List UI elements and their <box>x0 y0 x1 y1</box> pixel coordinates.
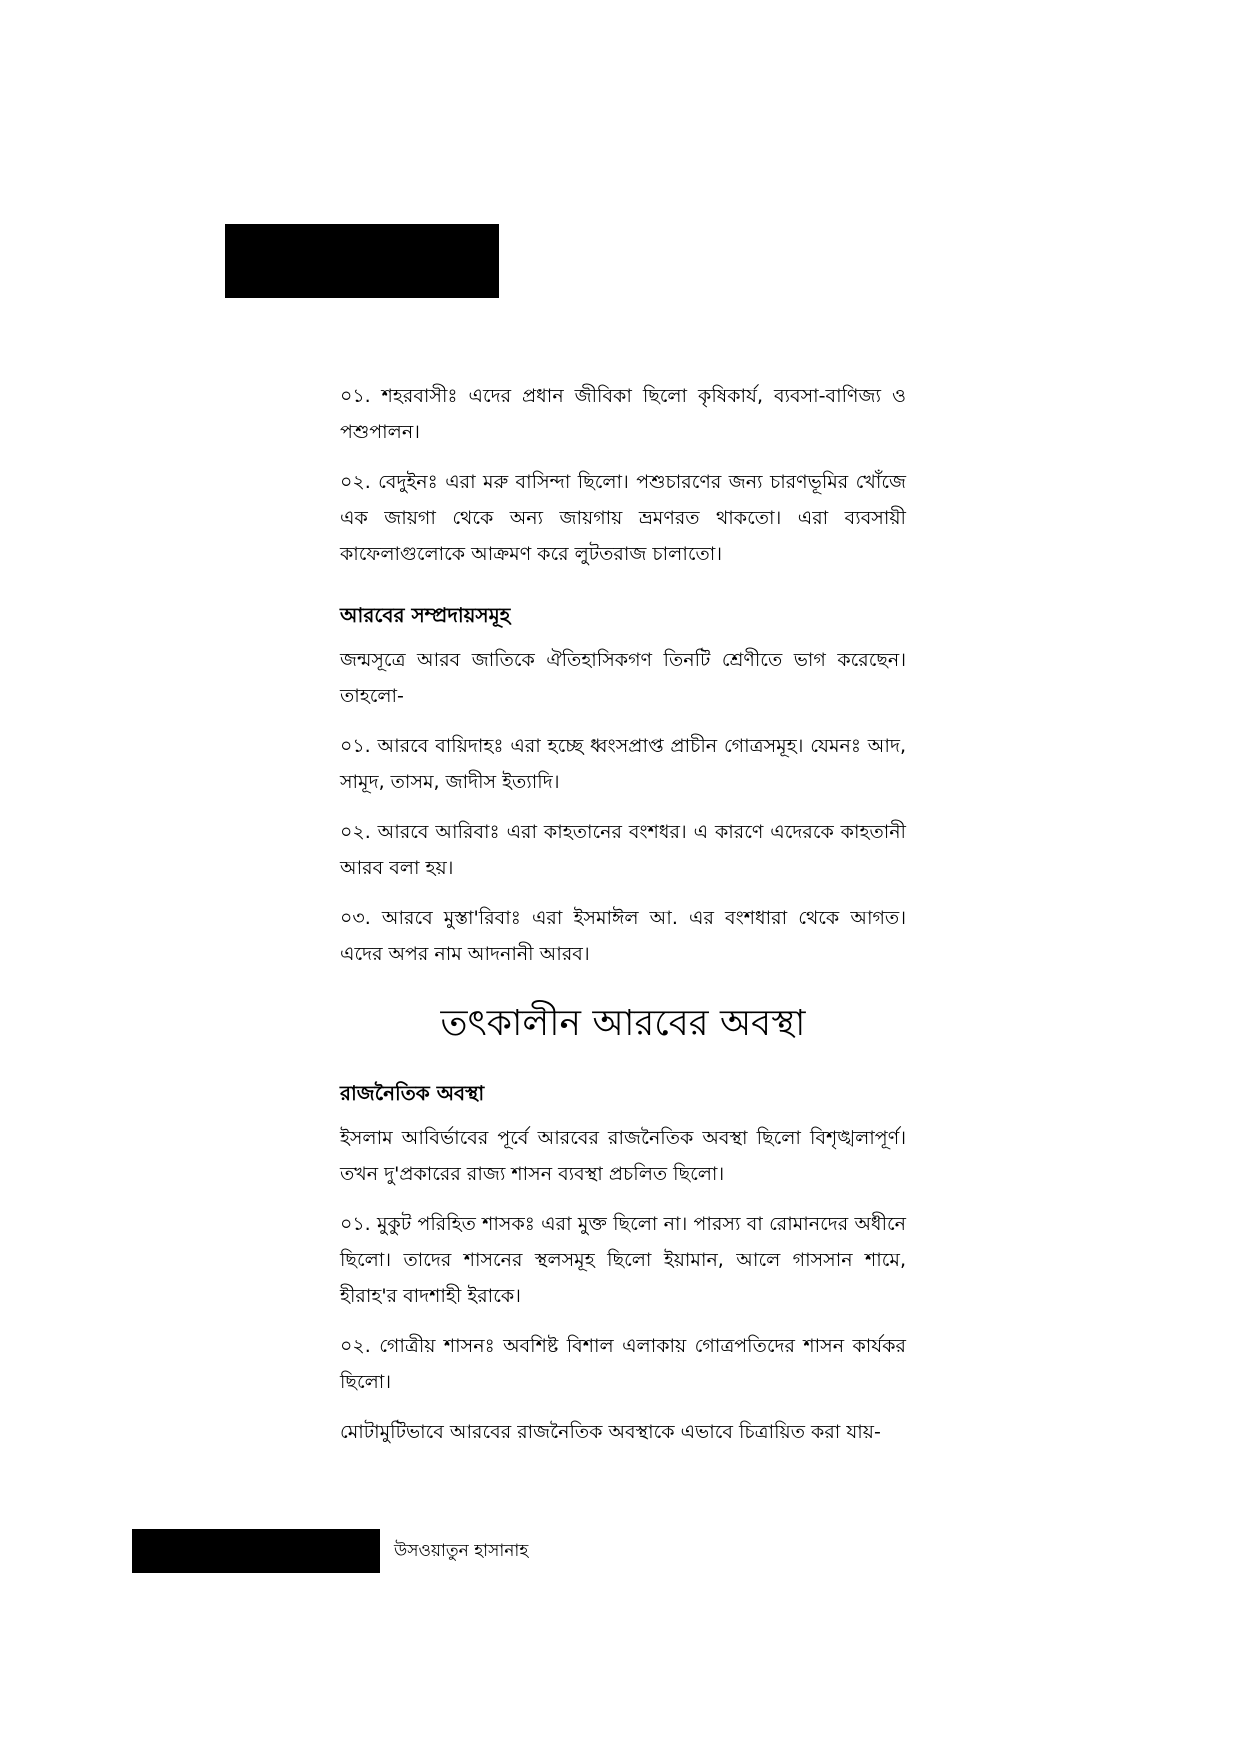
paragraph-political-closing: মোটামুটিভাবে আরবের রাজনৈতিক অবস্থাকে এভাবে চিত্রায়িত করা যায়- <box>340 1421 881 1443</box>
paragraph-bedouin: ০২. বেদুইনঃ এরা মরু বাসিন্দা ছিলো। পশুচারণের জন্য চারণভূমির খোঁজে এক জায়গা থেকে অন্য জায়গায় ভ্রমণরত থাকতো। এরা ব্যবসায়ী কাফেলাগুলোকে আক্রমণ করে লুটতরাজ চালাতো। <box>340 471 906 565</box>
chapter-heading: তৎকালীন আরবের অবস্থা <box>440 1003 806 1044</box>
paragraph-crowned-rulers: ০১. মুকুট পরিহিত শাসকঃ এরা মুক্ত ছিলো না। পারস্য বা রোমানদের অধীনে ছিলো। তাদের শাসনের স্থলসমূহ ছিলো ইয়ামান, আলে গাসসান শামে, হীরাহ'র বাদশাহী ইরাকে। <box>340 1213 906 1307</box>
paragraph-political-intro: ইসলাম আবির্ভাবের পূর্বে আরবের রাজনৈতিক অবস্থা ছিলো বিশৃঙ্খলাপূর্ণ। তখন দু'প্রকারের রাজ্য শাসন ব্যবস্থা প্রচলিত ছিলো। <box>340 1127 906 1185</box>
paragraph-communities-intro: জন্মসূত্রে আরব জাতিকে ঐতিহাসিকগণ তিনটি শ্রেণীতে ভাগ করেছেন। তাহলো- <box>340 649 906 707</box>
paragraph-townspeople: ০১. শহরবাসীঃ এদের প্রধান জীবিকা ছিলো কৃষিকার্য, ব্যবসা-বাণিজ্য ও পশুপালন। <box>340 385 906 443</box>
footer-book-title: উসওয়াতুন হাসানাহ <box>394 1541 529 1561</box>
section-heading-political: রাজনৈতিক অবস্থা <box>340 1081 485 1105</box>
section-heading-communities: আরবের সম্প্রদায়সমূহ <box>340 603 511 627</box>
page-footer <box>132 1529 632 1573</box>
paragraph-arab-baidah: ০১. আরবে বায়িদাহঃ এরা হচ্ছে ধ্বংসপ্রাপ্ত প্রাচীন গোত্রসমূহ। যেমনঃ আদ, সামূদ, তাসম, জাদীস ইত্যাদি। <box>340 735 906 793</box>
paragraph-tribal-rule: ০২. গোত্রীয় শাসনঃ অবশিষ্ট বিশাল এলাকায় গোত্রপতিদের শাসন কার্যকর ছিলো। <box>340 1335 906 1393</box>
redaction-block-footer <box>132 1529 380 1573</box>
paragraph-arab-mustariba: ০৩. আরবে মুস্তা'রিবাঃ এরা ইসমাঈল আ. এর বংশধারা থেকে আগত। এদের অপর নাম আদনানী আরব। <box>340 907 906 965</box>
redaction-block-top <box>225 224 499 298</box>
page-content <box>340 378 906 1464</box>
paragraph-arab-ariba: ০২. আরবে আরিবাঃ এরা কাহতানের বংশধর। এ কারণে এদেরকে কাহতানী আরব বলা হয়। <box>340 821 906 879</box>
